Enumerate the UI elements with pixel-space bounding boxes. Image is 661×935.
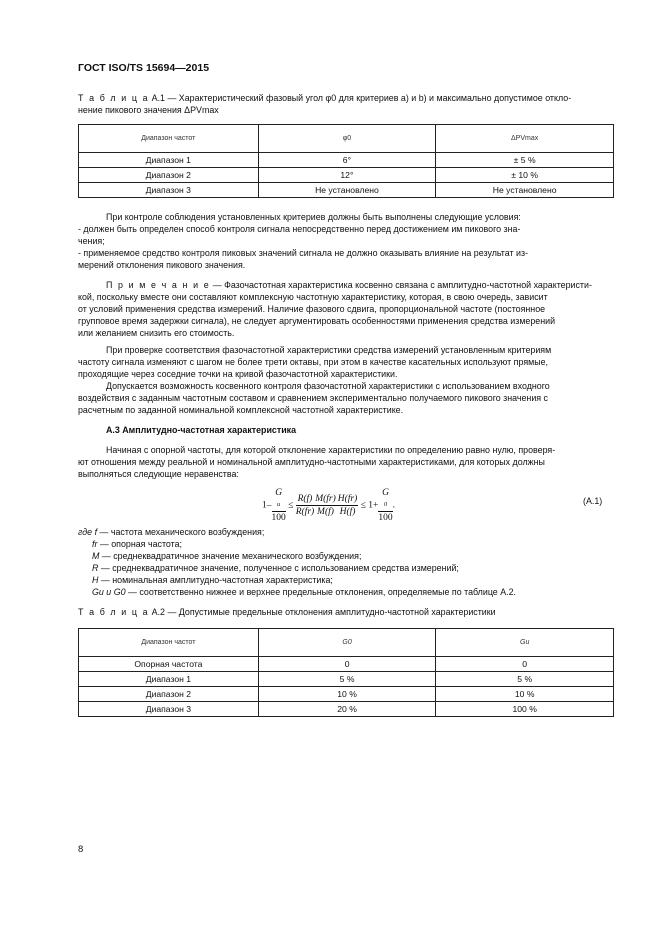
where-symbol: где f (78, 527, 98, 537)
table-cell: 0 (258, 657, 436, 672)
formula-operator: ≤ (288, 500, 294, 511)
table-row (79, 153, 614, 168)
note-line: кой, поскольку вместе они составляют комплексную частотную характеристику, которая, в свою очередь, зависит (78, 292, 548, 302)
document-header: ГОСТ ISO/TS 15694—2015 (78, 62, 210, 74)
table-header-cell: φ0 (258, 125, 436, 153)
note-line: или желанием снизить его стоимость. (78, 328, 235, 338)
where-text: — среднеквадратичное значение, полученное с использованием средства измерений; (98, 563, 459, 573)
table-row (79, 183, 614, 198)
table2-caption-text: А.2 — Допустимые предельные отклонения амплитудно-частотной характеристики (151, 607, 496, 617)
table-cell: 5 % (436, 672, 614, 687)
note-label: П р и м е ч а н и е (106, 280, 211, 290)
formula-fraction (272, 487, 286, 524)
table-cell: Диапазон 2 (79, 168, 259, 183)
table-cell: 12° (258, 168, 436, 183)
paragraph-line: При контроле соблюдения установленных критериев должны быть выполнены следующие условия: (106, 212, 521, 222)
formula-subscript: u (277, 501, 281, 508)
formula-denominator: 100 (271, 513, 286, 523)
table-row (79, 702, 614, 717)
formula-denominator: 100 (378, 513, 393, 523)
formula-numerator: H(fr) (337, 494, 358, 504)
table-cell: Диапазон 1 (79, 672, 259, 687)
table-cell: 6° (258, 153, 436, 168)
formula-operator: – (266, 500, 272, 511)
formula-numerator: R(f) (297, 494, 313, 504)
table2-caption (78, 607, 496, 619)
paragraph-line: воздействия с заданным частотным составом и сравнением экспериментально получаемого пикового значения с (78, 393, 548, 403)
section-title: А.3 Амплитудно-частотная характеристика (106, 425, 297, 435)
table-cell: 100 % (436, 702, 614, 717)
formula-denominator: M(f) (317, 507, 334, 517)
paragraph-line: расчетным по заданной номинальной комплексной частотной характеристике. (78, 405, 404, 415)
paragraph-line: При проверке соответствия фазочастотной характеристики средства измерений установленным критериям (106, 345, 552, 355)
table-cell: 20 % (258, 702, 436, 717)
table-header-cell: Диапазон частот (79, 629, 259, 657)
where-symbol: Gu и G0 (92, 587, 126, 597)
table-cell: Диапазон 1 (79, 153, 259, 168)
table-header-cell: Диапазон частот (79, 125, 259, 153)
table1-caption (78, 93, 571, 105)
table1-caption-label: Т а б л и ц а (78, 93, 150, 103)
note-line: — Фазочастотная характеристика косвенно связана с амплитудно-частотной характеристи- (212, 280, 592, 290)
table-header-cell: Gu (436, 629, 614, 657)
table-header-row (79, 125, 614, 153)
where-symbol: M (92, 551, 100, 561)
formula-denominator: R(fr) (295, 507, 315, 517)
formula-denominator: H(f) (339, 507, 356, 517)
where-symbol: R (92, 563, 99, 573)
formula-fraction (337, 493, 359, 518)
table-cell: 0 (436, 657, 614, 672)
where-symbol: fr (92, 539, 98, 549)
table-cell: 10 % (258, 687, 436, 702)
where-text: — соответственно нижнее и верхнее предельные отклонения, определяемые по таблице А.2. (125, 587, 516, 597)
where-item (92, 575, 333, 587)
table-row (79, 687, 614, 702)
formula-term: 1 (262, 500, 267, 511)
paragraph-line: частоту сигнала изменяют с шагом не более трети октавы, при этом в качестве касательных используют прямые, (78, 357, 549, 367)
table-header-row (79, 629, 614, 657)
table-cell: ± 10 % (436, 168, 614, 183)
formula-fraction (296, 493, 314, 518)
formula-fraction (378, 487, 392, 524)
formula-numerator: M(fr) (315, 494, 336, 504)
paragraph-line: проходящие через соседние точки на кривой фазочастотной характеристики. (78, 369, 398, 379)
formula-numerator (378, 487, 392, 512)
formula-numerator (272, 487, 286, 512)
table-cell: Диапазон 2 (79, 687, 259, 702)
paragraph-line: Начиная с опорной частоты, для которой отклонение характеристики по определению равно нулю, проверя- (106, 445, 556, 455)
table-cell: Диапазон 3 (79, 183, 259, 198)
paragraph-line: чения; (78, 236, 105, 246)
where-item (92, 587, 516, 599)
table-cell: Не установлено (436, 183, 614, 198)
table-row (79, 168, 614, 183)
table1-caption-line1: А.1 — Характеристический фазовый угол φ0 для критериев a) и b) и максимально допустимое откло- (151, 93, 572, 103)
where-item (92, 551, 361, 563)
formula-operator: ≤ (360, 500, 366, 511)
table-cell: Диапазон 3 (79, 702, 259, 717)
formula-subscript: 0 (383, 501, 388, 508)
table-a1 (78, 124, 614, 198)
paragraph-line: - применяемое средство контроля пиковых значений сигнала не должно оказывать влияние на результат из- (78, 248, 529, 258)
formula-a1 (262, 487, 395, 524)
formula-term: 1+ (368, 500, 379, 511)
where-item (92, 539, 182, 551)
table-cell: 10 % (436, 687, 614, 702)
where-item (78, 527, 264, 539)
formula-fraction (314, 493, 337, 518)
note-first-line (106, 280, 592, 292)
paragraph-line: - должен быть определен способ контроля сигнала непосредственно перед достижением им пикового зна- (78, 224, 521, 234)
table-header-cell: ΔPVmax (436, 125, 614, 153)
table-row (79, 672, 614, 687)
table2-caption-label: Т а б л и ц а (78, 607, 150, 617)
table-header-cell: G0 (258, 629, 436, 657)
where-text: — номинальная амплитудно-частотная характеристика; (98, 575, 333, 585)
table-row (79, 657, 614, 672)
note-line: от условий применения средства измерений. Наличие фазового сдвига, пропорциональной частоте (постоянное (78, 304, 546, 314)
note-line: групповое время задержки сигнала), не следует аргументировать особенностями применения средства измерений (78, 316, 556, 326)
formula-symbol: G (382, 488, 389, 498)
formula-number: (A.1) (583, 496, 603, 506)
where-item (92, 563, 459, 575)
paragraph-line: Допускается возможность косвенного контроля фазочастотной характеристики с использованием входного (106, 381, 550, 391)
paragraph-line: ют отношения между реальной и номинальной амплитудно-частотными характеристиками, для которых должны (78, 457, 545, 467)
where-text: — опорная частота; (97, 539, 183, 549)
formula-operator: . (392, 500, 395, 511)
where-text: — частота механического возбуждения; (97, 527, 265, 537)
table-cell: 5 % (258, 672, 436, 687)
table-a2 (78, 628, 614, 717)
where-text: — среднеквадратичное значение механического возбуждения; (99, 551, 362, 561)
where-symbol: H (92, 575, 99, 585)
table-cell: ± 5 % (436, 153, 614, 168)
paragraph-line: мерений отклонения пикового значения. (78, 260, 246, 270)
table-cell: Опорная частота (79, 657, 259, 672)
page-number: 8 (78, 844, 84, 855)
table-cell: Не установлено (258, 183, 436, 198)
table1-caption-line2: нение пикового значения ΔPVmax (78, 105, 219, 115)
formula-symbol: G (275, 488, 283, 498)
paragraph-line: выполняться следующие неравенства: (78, 469, 239, 479)
